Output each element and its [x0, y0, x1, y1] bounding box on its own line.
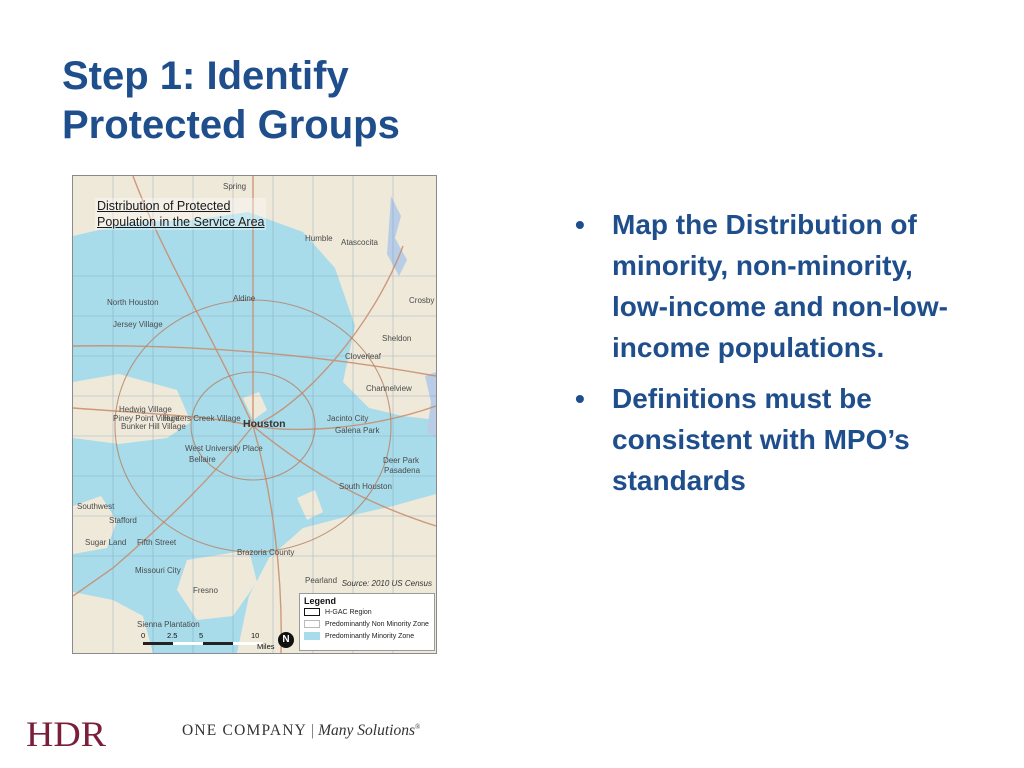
- bullet-item: • Definitions must be consistent with MPO’s standards: [572, 378, 972, 501]
- slide-title-line-2: Protected Groups: [62, 103, 400, 147]
- place-label-hedwig-village: Hedwig Village: [119, 405, 172, 414]
- legend-item-region: [304, 606, 430, 618]
- place-label-sienna-plantation: Sienna Plantation: [137, 620, 200, 629]
- hdr-logo: [26, 714, 108, 752]
- place-label-galena-park: Galena Park: [335, 426, 380, 435]
- legend-swatch-non-minority: [304, 620, 320, 628]
- place-label-brazoria-county: Brazoria County: [237, 548, 295, 557]
- place-label-atascocita: Atascocita: [341, 238, 378, 247]
- tagline-lead: ONE COMPANY: [182, 722, 308, 739]
- map-scale-bar: [141, 631, 275, 651]
- place-label-southwest: Southwest: [77, 502, 115, 511]
- place-label-spring: Spring: [223, 182, 247, 191]
- map-legend: [299, 593, 435, 651]
- legend-item-minority: [304, 630, 430, 642]
- place-label-piney-point: Piney Point Village: [113, 414, 180, 423]
- place-label-missouri-city: Missouri City: [135, 566, 181, 575]
- tagline-separator: |: [311, 722, 315, 739]
- legend-item-non-minority: [304, 618, 430, 630]
- scale-track: [143, 642, 263, 645]
- tagline-script: Many Solutions: [318, 722, 416, 739]
- legend-title: Legend: [304, 596, 337, 606]
- place-label-hunters-creek: Hunters Creek Village: [163, 414, 241, 423]
- company-tagline: [182, 722, 420, 740]
- scale-tick-2: 5: [199, 631, 204, 640]
- service-area-map: [72, 175, 437, 654]
- lake-houston: [387, 196, 407, 276]
- map-source-note: Source: 2010 US Census: [341, 579, 432, 588]
- slide-title-line-1: Step 1: Identify: [62, 54, 349, 98]
- map-title: [95, 198, 266, 230]
- place-label-cloverleaf: Cloverleaf: [345, 352, 382, 361]
- place-label-channelview: Channelview: [366, 384, 412, 393]
- north-arrow-icon: N: [278, 632, 294, 648]
- place-label-pearland: Pearland: [305, 576, 338, 585]
- place-label-houston: Houston: [243, 418, 286, 430]
- place-label-west-university: West University Place: [185, 444, 263, 453]
- place-label-jersey-village: Jersey Village: [113, 320, 163, 329]
- legend-swatch-minority: [304, 632, 320, 640]
- scale-units: Miles: [257, 642, 275, 651]
- place-label-fresno: Fresno: [193, 586, 218, 595]
- svg-text:HDR: HDR: [26, 714, 106, 752]
- place-label-pasadena: Pasadena: [384, 466, 421, 475]
- place-label-stafford: Stafford: [109, 516, 137, 525]
- map-title-line-2: Population in the Service Area: [97, 215, 265, 229]
- place-label-sheldon: Sheldon: [382, 334, 412, 343]
- place-label-bunker-hill: Bunker Hill Village: [121, 422, 186, 431]
- scale-tick-1: 2.5: [167, 631, 178, 640]
- place-label-south-houston: South Houston: [339, 482, 392, 491]
- legend-label-minority: Predominantly Minority Zone: [325, 632, 415, 640]
- place-label-fifth-street: Fifth Street: [137, 538, 177, 547]
- legend-label-non-minority: Predominantly Non Minority Zone: [325, 620, 429, 628]
- place-label-deer-park: Deer Park: [383, 456, 420, 465]
- place-label-sugar-land: Sugar Land: [85, 538, 127, 547]
- scale-tick-0: 0: [141, 631, 146, 640]
- place-label-aldine: Aldine: [233, 294, 256, 303]
- place-label-jacinto-city: Jacinto City: [327, 414, 369, 423]
- bullet-item: • Map the Distribution of minority, non-minority, low-income and non-low-income populations.: [572, 204, 972, 368]
- legend-swatch-region: [304, 608, 320, 616]
- scale-tick-3: 10: [251, 631, 260, 640]
- registered-mark: ®: [415, 722, 421, 731]
- place-label-crosby: Crosby: [409, 296, 435, 305]
- legend-label-region: H-GAC Region: [325, 608, 372, 616]
- place-label-humble: Humble: [305, 234, 333, 243]
- slide-title: [62, 52, 542, 150]
- map-title-line-1: Distribution of Protected: [97, 199, 231, 213]
- place-label-north-houston: North Houston: [107, 298, 159, 307]
- place-label-bellaire: Bellaire: [189, 455, 216, 464]
- bullet-list: [572, 204, 972, 511]
